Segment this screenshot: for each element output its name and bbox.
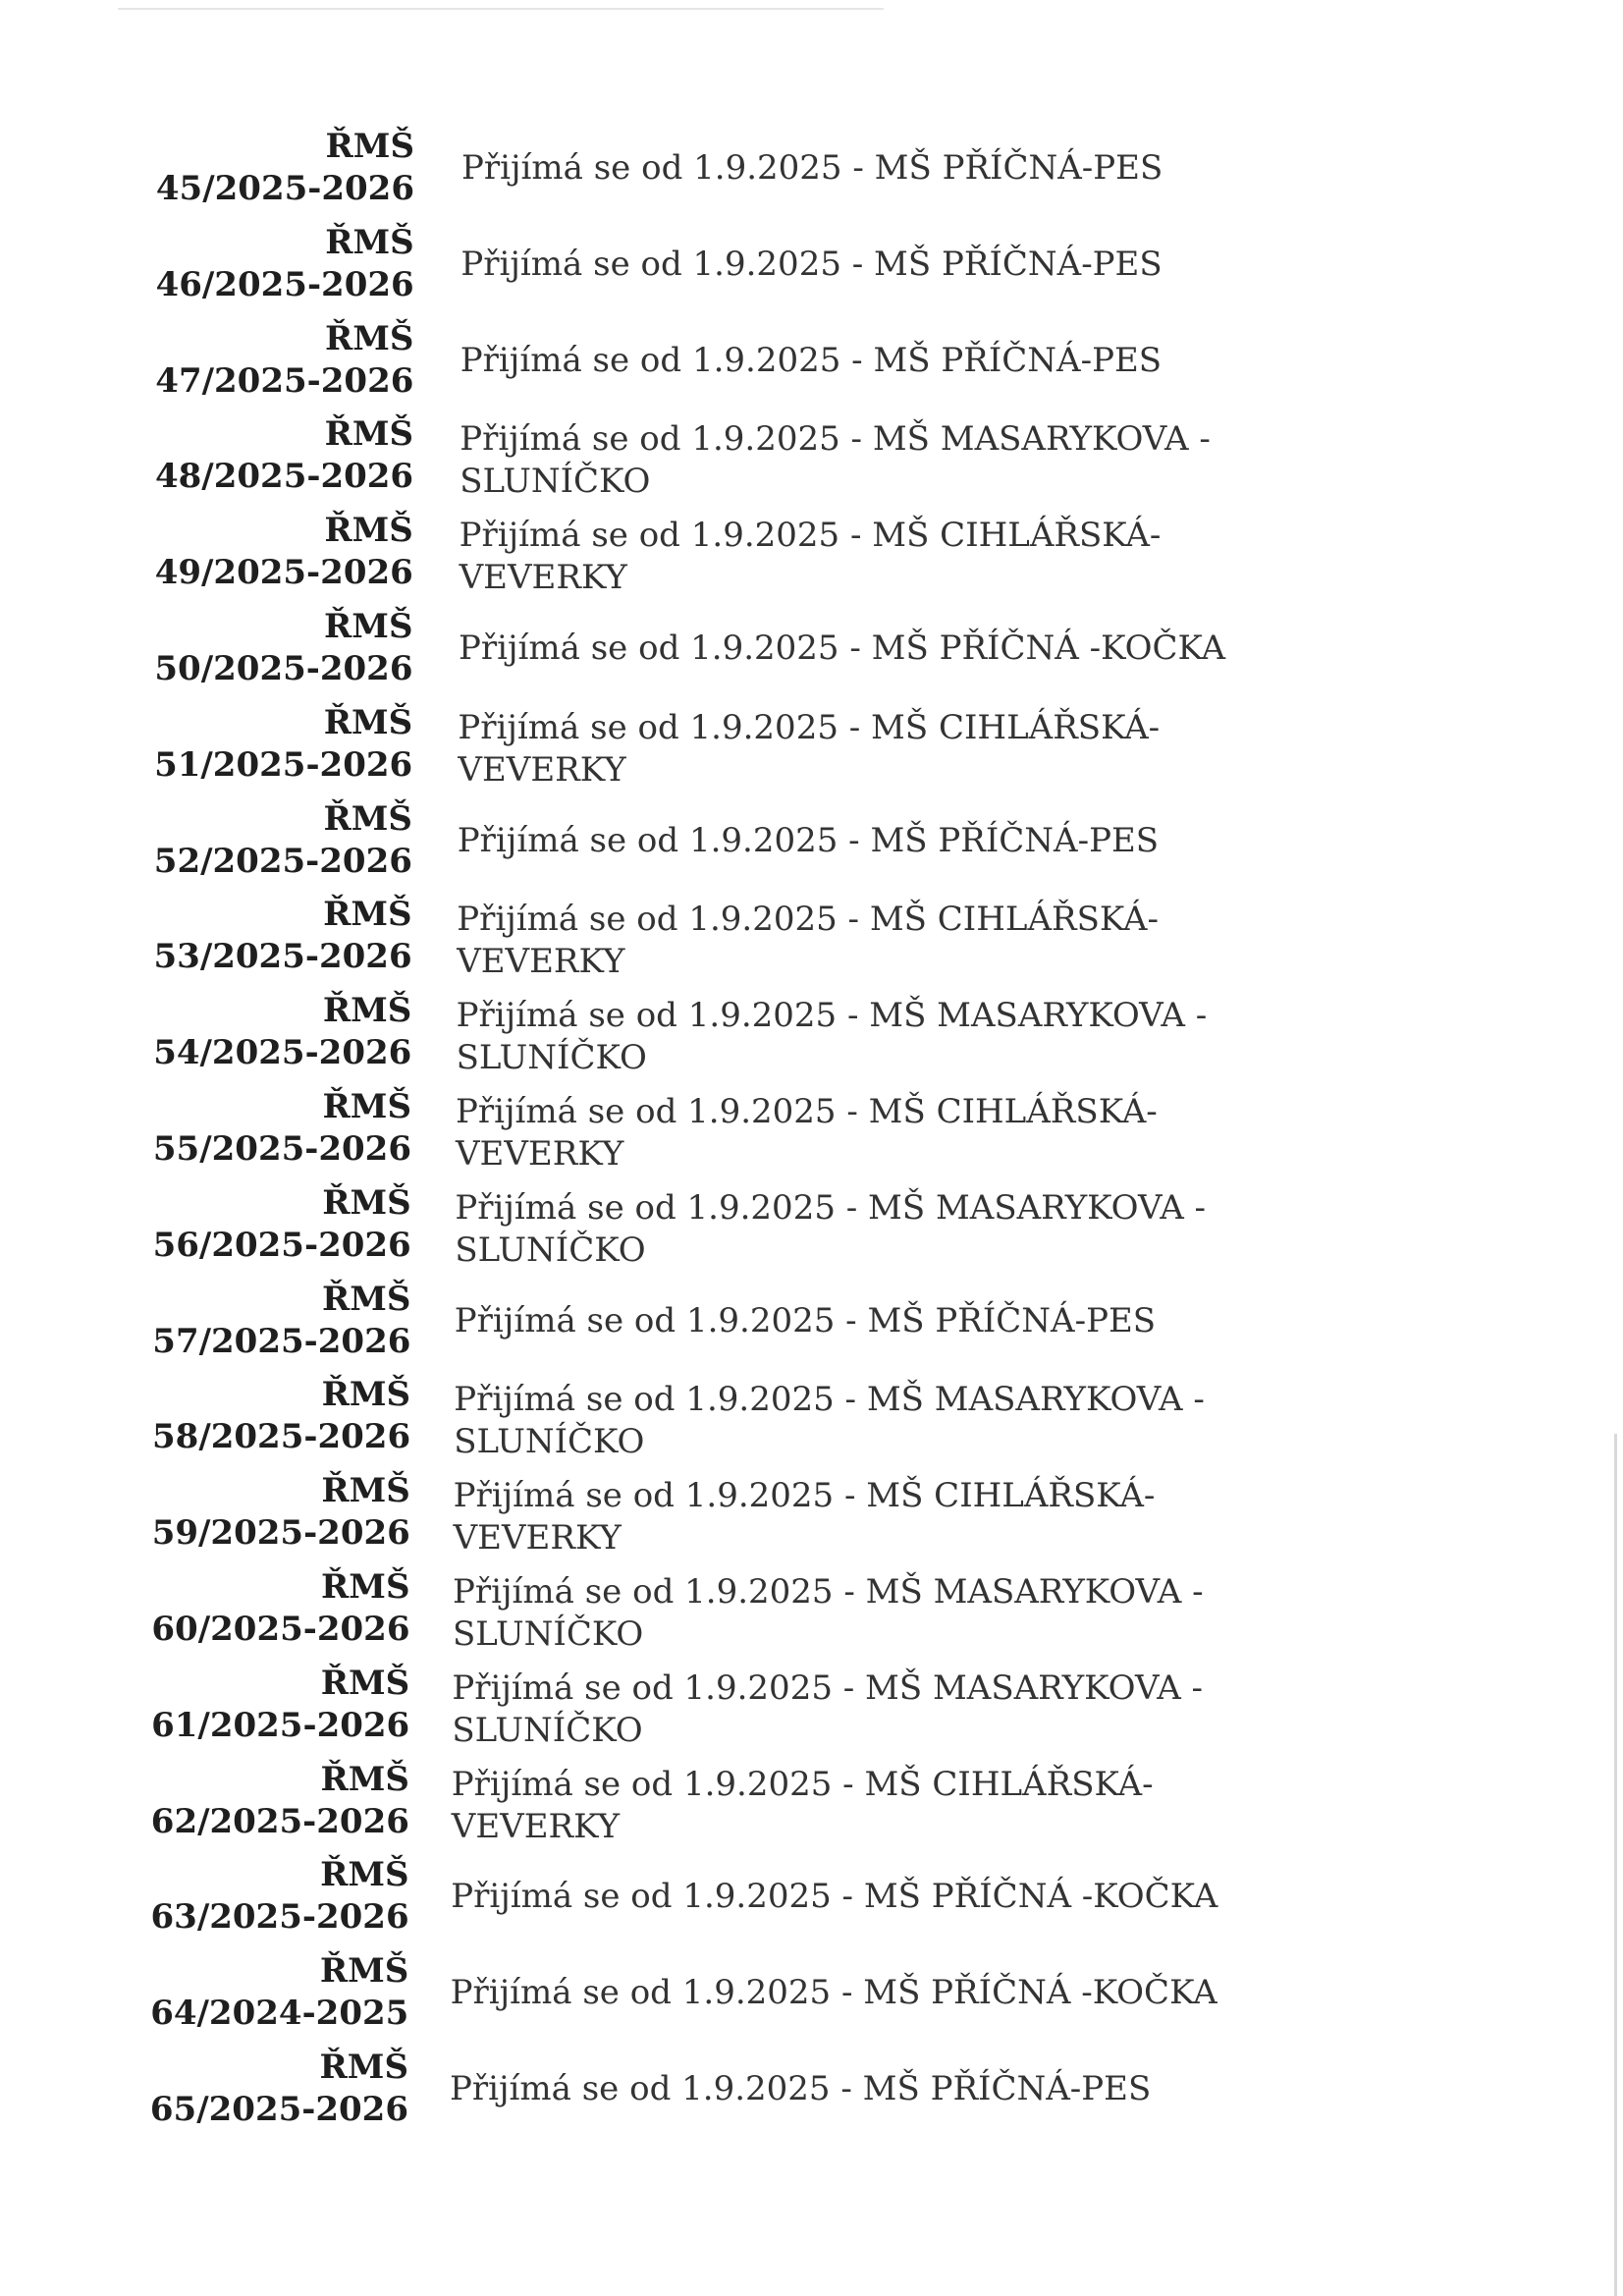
entry-description	[455, 1300, 1220, 1342]
entry-code	[1, 413, 413, 498]
entry-description-line: Přijímá se od 1.9.2025 - MŠ PŘÍČNÁ-PES	[460, 244, 1163, 284]
entry-code-number: 50/2025-2026	[154, 648, 413, 688]
entry-description-line: Přijímá se od 1.9.2025 - MŠ PŘÍČNÁ-PES	[461, 148, 1163, 188]
entry-code	[1, 510, 413, 594]
entry-code-number: 52/2025-2026	[153, 841, 412, 881]
entry-row	[0, 990, 1623, 1086]
entry-row	[0, 126, 1623, 222]
entry-code-number: 63/2025-2026	[150, 1897, 409, 1938]
entry-description	[460, 340, 1226, 382]
scan-edge-top	[118, 8, 884, 10]
entry-description-line: Přijímá se od 1.9.2025 - MŠ PŘÍČNÁ -KOČKA	[459, 628, 1226, 668]
entry-description-line: Přijímá se od 1.9.2025 - MŠ MASARYKOVA -	[460, 419, 1211, 460]
entry-code-number: 61/2025-2026	[151, 1705, 410, 1745]
entry-description	[457, 995, 1222, 1079]
entry-description	[458, 820, 1223, 862]
entry-code-prefix: ŘMŠ	[321, 1279, 411, 1319]
entry-code-number: 55/2025-2026	[152, 1128, 411, 1169]
entry-code-prefix: ŘMŠ	[320, 1759, 409, 1799]
entry-description	[458, 707, 1223, 792]
entry-code-number: 60/2025-2026	[151, 1609, 410, 1649]
entry-row	[0, 413, 1623, 510]
entry-code-prefix: ŘMŠ	[322, 1086, 411, 1126]
entry-list	[0, 126, 1623, 2143]
entry-code-prefix: ŘMŠ	[325, 222, 414, 262]
entry-description-line: Přijímá se od 1.9.2025 - MŠ MASARYKOVA -	[452, 1667, 1204, 1708]
entry-code-number: 58/2025-2026	[152, 1417, 411, 1457]
entry-description-line: Přijímá se od 1.9.2025 - MŠ PŘÍČNÁ-PES	[454, 1300, 1157, 1340]
entry-description	[460, 515, 1225, 599]
entry-description	[457, 899, 1222, 983]
entry-description-line: Přijímá se od 1.9.2025 - MŠ CIHLÁŘSKÁ-	[451, 1764, 1154, 1804]
entry-description-line: Přijímá se od 1.9.2025 - MŠ MASARYKOVA -	[453, 1571, 1204, 1612]
entry-description-line: VEVERKY	[453, 1518, 622, 1558]
entry-row	[0, 798, 1623, 895]
entry-row	[0, 1854, 1623, 1950]
entry-row	[0, 1759, 1623, 1855]
entry-row	[0, 1374, 1623, 1470]
entry-description-line: Přijímá se od 1.9.2025 - MŠ CIHLÁŘSKÁ-	[453, 1476, 1156, 1516]
entry-code	[0, 1374, 410, 1458]
entry-description-line: Přijímá se od 1.9.2025 - MŠ CIHLÁŘSKÁ-	[456, 1091, 1158, 1131]
entry-row	[0, 606, 1623, 702]
entry-description-line: SLUNÍČKO	[456, 1038, 647, 1078]
entry-code-number: 49/2025-2026	[154, 553, 413, 593]
entry-code-number: 47/2025-2026	[155, 360, 414, 401]
entry-code-prefix: ŘMŠ	[320, 1855, 409, 1895]
entry-code-prefix: ŘMŠ	[322, 991, 412, 1031]
entry-code-number: 53/2025-2026	[153, 937, 412, 977]
entry-code-number: 46/2025-2026	[155, 264, 414, 304]
entry-row	[0, 894, 1623, 990]
entry-code-number: 65/2025-2026	[149, 2089, 408, 2129]
entry-description-line: SLUNÍČKO	[455, 1230, 646, 1270]
entry-row	[0, 1566, 1623, 1663]
entry-description-line: VEVERKY	[457, 942, 625, 982]
entry-description-line: VEVERKY	[458, 749, 626, 790]
entry-code	[0, 1182, 411, 1267]
entry-description	[456, 1091, 1221, 1175]
entry-description-line: Přijímá se od 1.9.2025 - MŠ PŘÍČNÁ -KOČKA	[451, 1877, 1218, 1917]
entry-row	[0, 702, 1623, 798]
entry-description	[454, 1475, 1219, 1559]
entry-code-prefix: ŘMŠ	[324, 414, 414, 455]
entry-description-line: SLUNÍČKO	[454, 1422, 645, 1462]
entry-code	[2, 222, 414, 306]
entry-code-prefix: ŘMŠ	[323, 702, 413, 742]
entry-description-line: Přijímá se od 1.9.2025 - MŠ CIHLÁŘSKÁ-	[459, 516, 1162, 556]
entry-description-line: Přijímá se od 1.9.2025 - MŠ MASARYKOVA -	[456, 996, 1208, 1036]
entry-code-number: 48/2025-2026	[154, 457, 414, 497]
entry-code-prefix: ŘMŠ	[324, 606, 413, 646]
entry-row	[0, 1279, 1623, 1375]
entry-description	[459, 628, 1224, 670]
entry-row	[0, 1182, 1623, 1279]
entry-code-prefix: ŘMŠ	[322, 1182, 411, 1223]
entry-description-line: Přijímá se od 1.9.2025 - MŠ PŘÍČNÁ-PES	[460, 340, 1163, 380]
entry-code	[0, 1470, 410, 1555]
entry-row	[0, 1950, 1623, 2047]
entry-code	[1, 606, 413, 690]
entry-description-line: Přijímá se od 1.9.2025 - MŠ PŘÍČNÁ-PES	[457, 820, 1160, 860]
entry-code-prefix: ŘMŠ	[319, 2047, 408, 2087]
entry-row	[0, 1086, 1623, 1182]
entry-description-line: Přijímá se od 1.9.2025 - MŠ MASARYKOVA -	[454, 1380, 1205, 1420]
entry-description-line: VEVERKY	[456, 1133, 624, 1174]
entry-code-prefix: ŘMŠ	[324, 318, 414, 358]
entry-code-prefix: ŘMŠ	[321, 1471, 410, 1511]
entry-code-prefix: ŘMŠ	[319, 1951, 409, 1992]
entry-description-line: SLUNÍČKO	[452, 1710, 643, 1750]
entry-code-prefix: ŘMŠ	[324, 511, 413, 551]
entry-code-prefix: ŘMŠ	[321, 1566, 410, 1607]
entry-description-line: SLUNÍČKO	[453, 1613, 644, 1654]
entry-row	[0, 510, 1623, 606]
entry-description-line: Přijímá se od 1.9.2025 - MŠ CIHLÁŘSKÁ-	[457, 900, 1159, 940]
entry-code-number: 57/2025-2026	[152, 1321, 411, 1361]
entry-description-line: Přijímá se od 1.9.2025 - MŠ MASARYKOVA -	[455, 1187, 1207, 1228]
entry-description	[453, 1571, 1218, 1656]
entry-code	[0, 1086, 411, 1171]
entry-code	[0, 798, 412, 883]
entry-code-number: 51/2025-2026	[154, 744, 413, 785]
entry-code	[0, 894, 412, 978]
entry-description	[461, 147, 1227, 190]
entry-description	[452, 1764, 1217, 1848]
entry-code-prefix: ŘMŠ	[321, 1375, 411, 1415]
entry-description-line: Přijímá se od 1.9.2025 - MŠ PŘÍČNÁ -KOČKA	[450, 1973, 1217, 2013]
entry-code	[0, 2047, 408, 2131]
entry-code	[0, 1950, 408, 2035]
entry-code-prefix: ŘMŠ	[325, 127, 414, 166]
entry-code	[2, 126, 414, 210]
entry-description	[450, 2068, 1216, 2110]
entry-description-line: VEVERKY	[451, 1806, 621, 1846]
entry-code-number: 45/2025-2026	[155, 169, 414, 208]
entry-code	[0, 1663, 409, 1747]
entry-row	[0, 318, 1623, 414]
entry-description-line: VEVERKY	[459, 558, 627, 598]
entry-code	[1, 318, 413, 403]
entry-row	[0, 1663, 1623, 1759]
entry-code-prefix: ŘMŠ	[323, 798, 412, 839]
entry-code-number: 59/2025-2026	[151, 1513, 410, 1554]
entry-description	[451, 1972, 1217, 2014]
entry-description	[451, 1876, 1217, 1918]
entry-code	[0, 1759, 409, 1843]
entry-code-number: 64/2024-2025	[150, 1994, 409, 2034]
entry-description	[452, 1667, 1217, 1752]
entry-description-line: Přijímá se od 1.9.2025 - MŠ CIHLÁŘSKÁ-	[458, 707, 1161, 747]
entry-code	[0, 702, 412, 787]
entry-code	[0, 990, 411, 1074]
entry-code-number: 56/2025-2026	[152, 1225, 411, 1265]
entry-description	[454, 1379, 1219, 1463]
entry-description-line: Přijímá se od 1.9.2025 - MŠ PŘÍČNÁ-PES	[450, 2068, 1152, 2108]
entry-code-prefix: ŘMŠ	[320, 1663, 410, 1703]
entry-row	[0, 2047, 1623, 2143]
entry-code	[0, 1279, 410, 1363]
entry-row	[0, 1470, 1623, 1566]
entry-description	[455, 1187, 1220, 1272]
entry-code-number: 54/2025-2026	[153, 1033, 412, 1073]
entry-code	[0, 1854, 409, 1939]
entry-description	[460, 418, 1225, 503]
entry-code	[0, 1566, 410, 1651]
entry-description-line: SLUNÍČKO	[460, 462, 651, 502]
entry-description	[460, 244, 1226, 286]
entry-code-number: 62/2025-2026	[150, 1801, 409, 1841]
entry-code-prefix: ŘMŠ	[323, 895, 412, 935]
entry-row	[0, 222, 1623, 318]
